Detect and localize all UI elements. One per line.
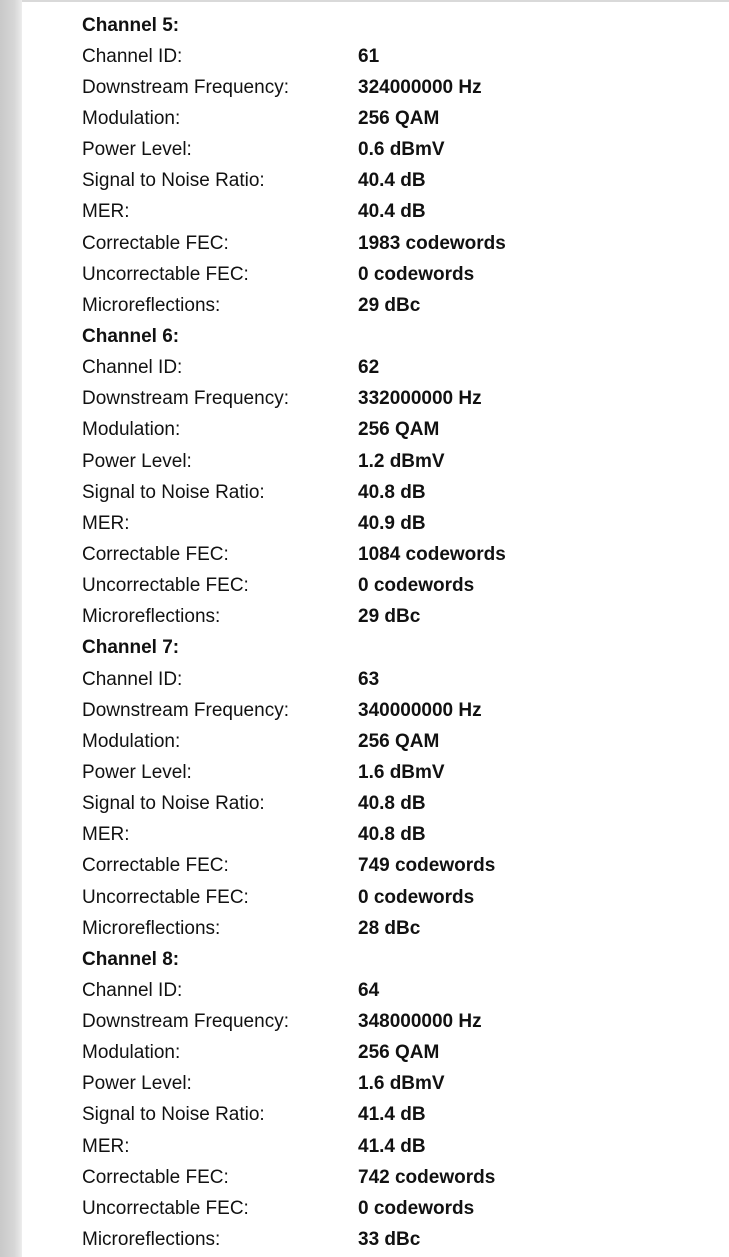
field-label: Modulation: — [82, 419, 181, 441]
mer-value: 40.8 dB — [358, 824, 426, 846]
uncorrectable-fec-value: 0 codewords — [358, 1197, 475, 1219]
field-label: Modulation: — [82, 107, 181, 129]
field-label: Uncorrectable FEC: — [82, 886, 249, 908]
field-label: Correctable FEC: — [82, 1166, 229, 1188]
field-label: Power Level: — [82, 450, 192, 472]
channel-heading: Channel 7: — [82, 637, 180, 659]
microreflections-row — [82, 290, 702, 321]
frequency-value: 324000000 Hz — [358, 76, 482, 98]
field-label: Correctable FEC: — [82, 855, 229, 877]
power-level-row — [82, 1069, 702, 1100]
snr-value: 40.8 dB — [358, 481, 426, 503]
snr-row — [82, 166, 702, 197]
microreflections-row — [82, 602, 702, 633]
correctable-fec-row — [82, 851, 702, 882]
field-label: Channel ID: — [82, 45, 183, 67]
mer-value: 41.4 dB — [358, 1135, 426, 1157]
correctable-fec-row — [82, 1162, 702, 1193]
microreflections-value: 28 dBc — [358, 917, 421, 939]
channel-id-row — [82, 975, 702, 1006]
channel-id-value: 63 — [358, 668, 380, 690]
channel-block — [82, 944, 702, 1255]
field-label: Modulation: — [82, 730, 181, 752]
correctable-fec-row — [82, 228, 702, 259]
channel-block — [82, 321, 702, 632]
channel-heading: Channel 5: — [82, 14, 180, 36]
mer-value: 40.9 dB — [358, 512, 426, 534]
channel-heading: Channel 6: — [82, 325, 180, 347]
power-level-row — [82, 135, 702, 166]
field-label: Signal to Noise Ratio: — [82, 481, 265, 503]
field-label: Signal to Noise Ratio: — [82, 170, 265, 192]
field-label: Microreflections: — [82, 1229, 221, 1251]
modulation-value: 256 QAM — [358, 107, 440, 129]
field-label: Power Level: — [82, 1073, 192, 1095]
power-level-value: 1.2 dBmV — [358, 450, 445, 472]
field-label: Modulation: — [82, 1042, 181, 1064]
field-label: Power Level: — [82, 139, 192, 161]
microreflections-row — [82, 1224, 702, 1255]
field-label: Uncorrectable FEC: — [82, 575, 249, 597]
uncorrectable-fec-row — [82, 1193, 702, 1224]
uncorrectable-fec-value: 0 codewords — [358, 886, 475, 908]
snr-row — [82, 1100, 702, 1131]
microreflections-value: 29 dBc — [358, 606, 421, 628]
correctable-fec-row — [82, 539, 702, 570]
field-label: Correctable FEC: — [82, 543, 229, 565]
channel-id-row — [82, 41, 702, 72]
mer-row — [82, 1131, 702, 1162]
frequency-row — [82, 72, 702, 103]
mer-row — [82, 508, 702, 539]
channel-block — [82, 10, 702, 321]
field-label: Uncorrectable FEC: — [82, 1197, 249, 1219]
field-label: Downstream Frequency: — [82, 699, 289, 721]
channel-id-value: 62 — [358, 357, 380, 379]
field-label: Signal to Noise Ratio: — [82, 793, 265, 815]
field-label: Channel ID: — [82, 668, 183, 690]
snr-row — [82, 789, 702, 820]
mer-row — [82, 197, 702, 228]
field-label: MER: — [82, 824, 130, 846]
modulation-row — [82, 1038, 702, 1069]
field-label: Microreflections: — [82, 606, 221, 628]
field-label: Uncorrectable FEC: — [82, 263, 249, 285]
correctable-fec-value: 1983 codewords — [358, 232, 506, 254]
mer-value: 40.4 dB — [358, 201, 426, 223]
modulation-row — [82, 726, 702, 757]
microreflections-row — [82, 913, 702, 944]
uncorrectable-fec-value: 0 codewords — [358, 263, 475, 285]
frequency-row — [82, 695, 702, 726]
field-label: Signal to Noise Ratio: — [82, 1104, 265, 1126]
mer-row — [82, 820, 702, 851]
frequency-value: 332000000 Hz — [358, 388, 482, 410]
modulation-row — [82, 103, 702, 134]
correctable-fec-value: 1084 codewords — [358, 543, 506, 565]
uncorrectable-fec-row — [82, 571, 702, 602]
uncorrectable-fec-value: 0 codewords — [358, 575, 475, 597]
frequency-row — [82, 1007, 702, 1038]
power-level-row — [82, 446, 702, 477]
frequency-value: 340000000 Hz — [358, 699, 482, 721]
window-left-edge — [0, 0, 22, 1257]
field-label: Microreflections: — [82, 917, 221, 939]
field-label: MER: — [82, 1135, 130, 1157]
power-level-value: 1.6 dBmV — [358, 761, 445, 783]
snr-value: 41.4 dB — [358, 1104, 426, 1126]
snr-value: 40.8 dB — [358, 793, 426, 815]
frequency-value: 348000000 Hz — [358, 1011, 482, 1033]
field-label: Downstream Frequency: — [82, 388, 289, 410]
field-label: Channel ID: — [82, 357, 183, 379]
field-label: Microreflections: — [82, 294, 221, 316]
frequency-row — [82, 384, 702, 415]
power-level-row — [82, 757, 702, 788]
field-label: Power Level: — [82, 761, 192, 783]
field-label: Downstream Frequency: — [82, 1011, 289, 1033]
channel-id-value: 61 — [358, 45, 380, 67]
field-label: Correctable FEC: — [82, 232, 229, 254]
field-label: MER: — [82, 201, 130, 223]
modulation-value: 256 QAM — [358, 419, 440, 441]
correctable-fec-value: 742 codewords — [358, 1166, 496, 1188]
field-label: MER: — [82, 512, 130, 534]
field-label: Channel ID: — [82, 979, 183, 1001]
modulation-row — [82, 415, 702, 446]
microreflections-value: 33 dBc — [358, 1229, 421, 1251]
modulation-value: 256 QAM — [358, 730, 440, 752]
uncorrectable-fec-row — [82, 259, 702, 290]
downstream-channel-list — [82, 10, 702, 1256]
microreflections-value: 29 dBc — [358, 294, 421, 316]
power-level-value: 0.6 dBmV — [358, 139, 445, 161]
channel-id-row — [82, 664, 702, 695]
channel-heading: Channel 8: — [82, 948, 180, 970]
snr-row — [82, 477, 702, 508]
power-level-value: 1.6 dBmV — [358, 1073, 445, 1095]
correctable-fec-value: 749 codewords — [358, 855, 496, 877]
channel-id-value: 64 — [358, 979, 380, 1001]
channel-id-row — [82, 353, 702, 384]
top-divider — [22, 0, 729, 2]
field-label: Downstream Frequency: — [82, 76, 289, 98]
channel-block — [82, 633, 702, 944]
snr-value: 40.4 dB — [358, 170, 426, 192]
modulation-value: 256 QAM — [358, 1042, 440, 1064]
uncorrectable-fec-row — [82, 882, 702, 913]
